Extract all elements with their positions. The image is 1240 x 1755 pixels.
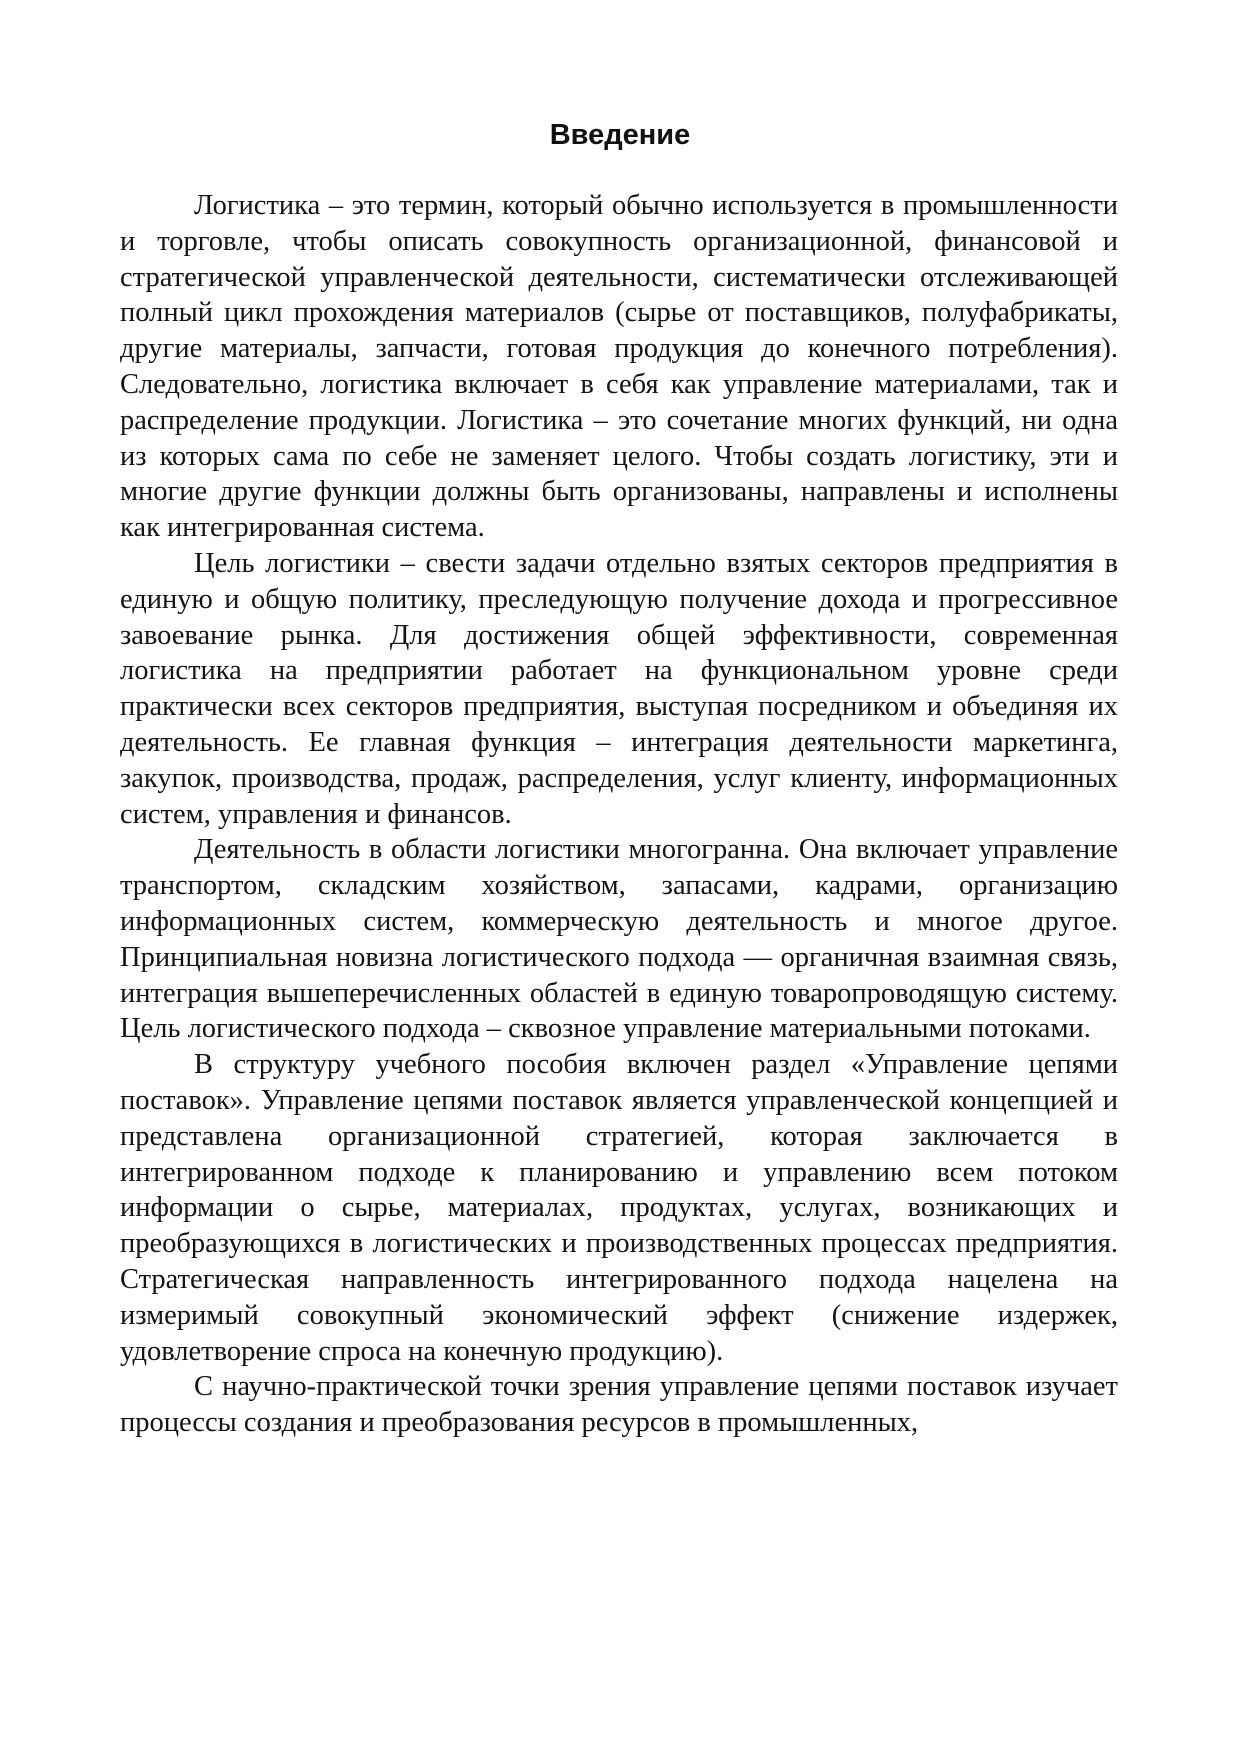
document-body <box>120 188 1118 1441</box>
paragraph-scientific-view: С научно-практической точки зрения управление цепями поставок изучает процессы создания и преобразования ресурсов в промышленных, <box>120 1371 1118 1439</box>
paragraph-supply-chain-section: В структуру учебного пособия включен раздел «Управление цепями поставок». Управление цепями поставок является управленческой концепцией и представлена организационной стратегией, которая заключается в интегрированном подходе к планированию и управлению всем потоком информации о сырье, материалах, продуктах, услугах, возникающих и преобразующихся в логистических и производственных процессах предприятия. Стратегическая направленность интегрированного подхода нацелена на измеримый совокупный экономический эффект (снижение издержек, удовлетворение спроса на конечную продукцию). <box>120 1049 1118 1367</box>
paragraph-logistics-definition: Логистика – это термин, который обычно используется в промышленности и торговле, чтобы описать совокупность организационной, финансовой и стратегической управленческой деятельности, систематически отслеживающей полный цикл прохождения материалов (сырье от поставщиков, полуфабрикаты, другие материалы, запчасти, готовая продукция до конечного потребления). Следовательно, логистика включает в себя как управление материалами, так и распределение продукции. Логистика – это сочетание многих функций, ни одна из которых сама по себе не заменяет целого. Чтобы создать логистику, эти и многие другие функции должны быть организованы, направлены и исполнены как интегрированная система. <box>120 190 1118 544</box>
paragraph-logistics-activity: Деятельность в области логистики многогранна. Она включает управление транспортом, складским хозяйством, запасами, кадрами, организацию информационных систем, коммерческую деятельность и многое другое. Принципиальная новизна логистического подхода — органичная взаимная связь, интеграция вышеперечисленных областей в единую товаропроводящую систему. Цель логистического подхода – сквозное управление материальными потоками. <box>120 834 1118 1045</box>
page-title: Введение <box>549 119 691 151</box>
paragraph-logistics-goal: Цель логистики – свести задачи отдельно взятых секторов предприятия в единую и общую политику, преследующую получение дохода и прогрессивное завоевание рынка. Для достижения общей эффективности, современная логистика на предприятии работает на функциональном уровне среди практически всех секторов предприятия, выступая посредником и объединяя их деятельность. Ее главная функция – интеграция деятельности маркетинга, закупок, производства, продаж, распределения, услуг клиенту, информационных систем, управления и финансов. <box>120 547 1118 830</box>
